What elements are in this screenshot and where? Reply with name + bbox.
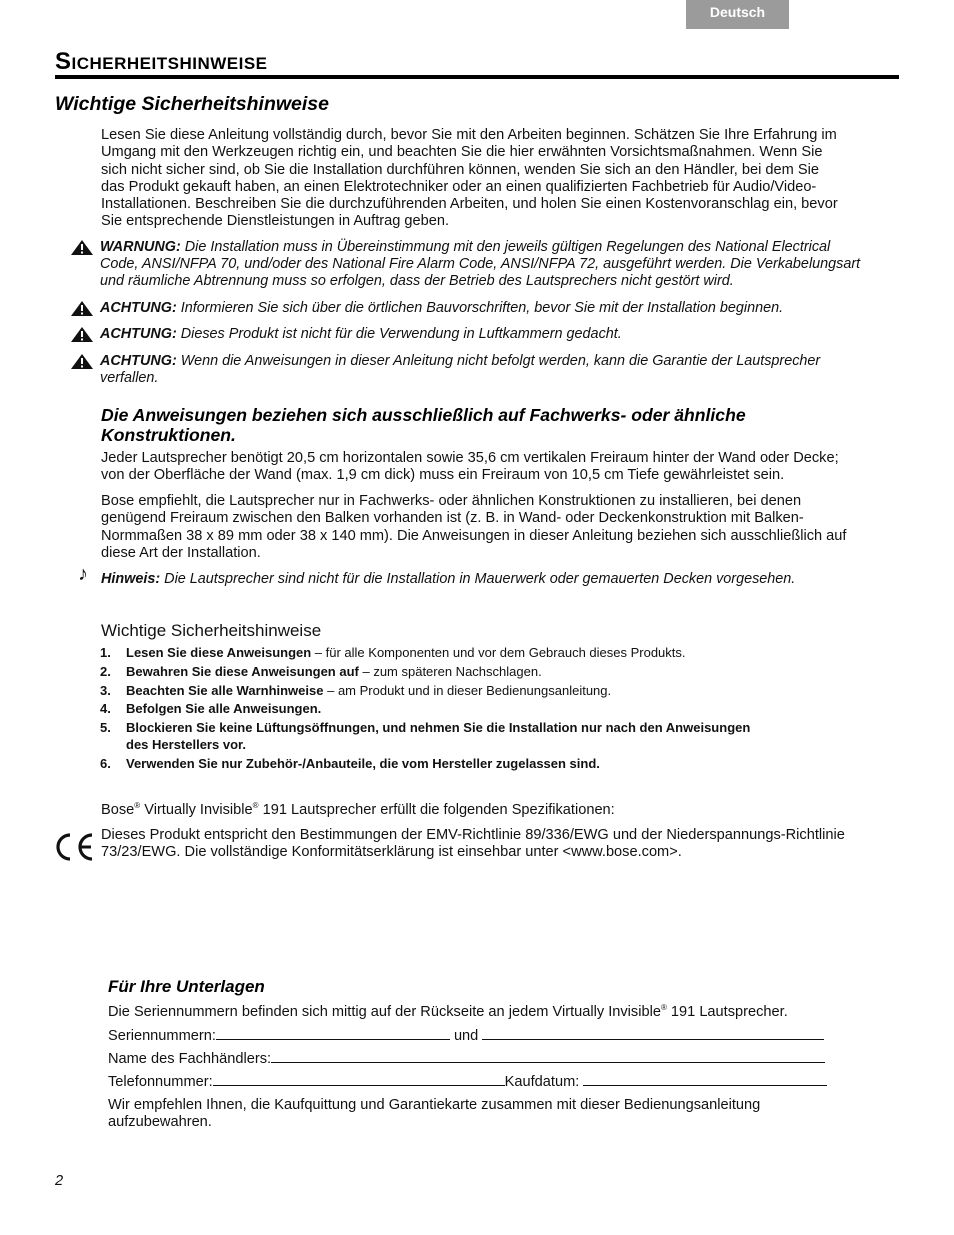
list-item: 4. Befolgen Sie alle Anweisungen. bbox=[100, 701, 322, 716]
music-note-icon: ♪ bbox=[78, 563, 88, 585]
closing-paragraph: Wir empfehlen Ihnen, die Kaufquittung und Garantiekarte zusammen mit dieser Bedienungsanleitung aufzubewahren. bbox=[108, 1097, 761, 1131]
list-item: 6. Verwenden Sie nur Zubehör-/Anbauteile, die vom Hersteller zugelassen sind. bbox=[100, 756, 600, 771]
list-item: 5. Blockieren Sie keine Lüftungsöffnungen, und nehmen Sie die Installation nur nach den Anweisungen des Herstellers vor. bbox=[100, 720, 751, 752]
compliance-intro: Bose® Virtually Invisible® 191 Lautsprecher erfüllt die folgenden Spezifikationen: bbox=[101, 801, 615, 818]
ce-statement: Dieses Produkt entspricht den Bestimmungen der EMV-Richtlinie 89/336/EWG und der Niederspannungs-Richtlinie 73/23/EWG. Die vollständige Konformitätserklärung ist einsehbar unter <www.bose.com>. bbox=[101, 827, 845, 861]
page-title: Sicherheitshinweise bbox=[55, 48, 268, 75]
serial-number-1-field[interactable] bbox=[216, 1027, 450, 1040]
phone-field-row: Telefonnummer: Kaufdatum: bbox=[108, 1073, 834, 1090]
title-rule bbox=[55, 75, 899, 79]
caution-notice: ACHTUNG: Informieren Sie sich über die örtlichen Bauvorschriften, bevor Sie mit der Installation beginnen. bbox=[70, 300, 900, 317]
list-item: 1. Lesen Sie diese Anweisungen – für alle Komponenten und vor dem Gebrauch dieses Produkts. bbox=[100, 645, 686, 660]
recommendation-paragraph: Bose empfiehlt, die Lautsprecher nur in Fachwerks- oder ähnlichen Konstruktionen zu installieren, bei denen genügend Freiraum zwischen den Balken vorhanden ist (z. B. in Wand- oder Deckenkonstruktion mit Balken- Normmaßen 38 x 89 mm oder 38 x 140 mm). Die Anweisungen in dieser Anleitung beziehen sich ausschließlich auf diese Art der Installation. bbox=[101, 493, 847, 561]
warning-triangle-icon bbox=[70, 300, 94, 317]
intro-paragraph: Lesen Sie diese Anleitung vollständig durch, bevor Sie mit den Arbeiten beginnen. Schätzen Sie Ihre Erfahrung im Umgang mit den Werkzeugen richtig ein, und beachten Sie die hier erwähnten Vorsichtsmaßnahmen. Wenn Sie sich nicht sicher sind, ob Sie die Installation durchführen können, wenden Sie sich an den Händler, bei dem Sie das Produkt gekauft haben, an einen Elektrotechniker oder an einen qualifizierten Fachbetrieb für Audio/Video- Installationen. Beschreiben Sie die durchzuführenden Arbeiten, und holen Sie einen Kostenvoranschlag ein, bevor Sie entsprechende Dienstleistungen in Auftrag geben. bbox=[101, 127, 838, 230]
phone-number-field[interactable] bbox=[213, 1073, 505, 1086]
ce-mark-icon bbox=[54, 832, 96, 862]
page-number: 2 bbox=[55, 1173, 64, 1189]
section-heading: Wichtige Sicherheitshinweise bbox=[55, 93, 329, 115]
list-item: 2. Bewahren Sie diese Anweisungen auf – zum späteren Nachschlagen. bbox=[100, 664, 542, 679]
caution-notice: ACHTUNG: Dieses Produkt ist nicht für die Verwendung in Luftkammern gedacht. bbox=[70, 326, 900, 343]
purchase-date-field[interactable] bbox=[583, 1073, 827, 1086]
dealer-name-field[interactable] bbox=[271, 1050, 825, 1063]
language-tab[interactable]: Deutsch bbox=[686, 0, 789, 29]
serial-number-2-field[interactable] bbox=[482, 1027, 824, 1040]
construction-heading: Die Anweisungen beziehen sich ausschließlich auf Fachwerks- oder ähnliche Konstruktionen. bbox=[101, 405, 746, 445]
warning-triangle-icon bbox=[70, 353, 94, 370]
warning-triangle-icon bbox=[70, 326, 94, 343]
list-item: 3. Beachten Sie alle Warnhinweise – am Produkt und in dieser Bedienungsanleitung. bbox=[100, 683, 612, 698]
serial-note: Die Seriennummern befinden sich mittig auf der Rückseite an jedem Virtually Invisible® 191 Lautsprecher. bbox=[108, 1003, 788, 1020]
caution-notice: ACHTUNG: Wenn die Anweisungen in dieser Anleitung nicht befolgt werden, kann die Garantie der Lautsprecher verfallen. bbox=[70, 353, 900, 387]
records-heading: Für Ihre Unterlagen bbox=[108, 977, 265, 996]
clearance-paragraph: Jeder Lautsprecher benötigt 20,5 cm horizontalen sowie 35,6 cm vertikalen Freiraum hinter der Wand oder Decke; von der Oberfläche der Wand (max. 1,9 cm dick) muss ein Freiraum von 10,5 cm Tiefe gewährleistet sein. bbox=[101, 450, 839, 484]
warning-notice: WARNUNG: Die Installation muss in Übereinstimmung mit den jeweils gültigen Regelungen des National Electrical Code, ANSI/NFPA 70, und/oder des National Fire Alarm Code, ANSI/NFPA 72, ausgeführt werden. Die Verkabelungsart und räumliche Abtrennung muss so erfolgen, dass der Betrieb des Lautsprechers nicht gestört wird. bbox=[70, 239, 900, 290]
safety-list-heading: Wichtige Sicherheitshinweise bbox=[101, 621, 322, 640]
dealer-field-row: Name des Fachhändlers: bbox=[108, 1050, 834, 1067]
warning-triangle-icon bbox=[70, 239, 94, 256]
note-notice: ♪ Hinweis: Die Lautsprecher sind nicht für die Installation in Mauerwerk oder gemauerten Decken vorgesehen. bbox=[78, 563, 796, 587]
serial-field-row: Seriennummern: und bbox=[108, 1027, 834, 1044]
